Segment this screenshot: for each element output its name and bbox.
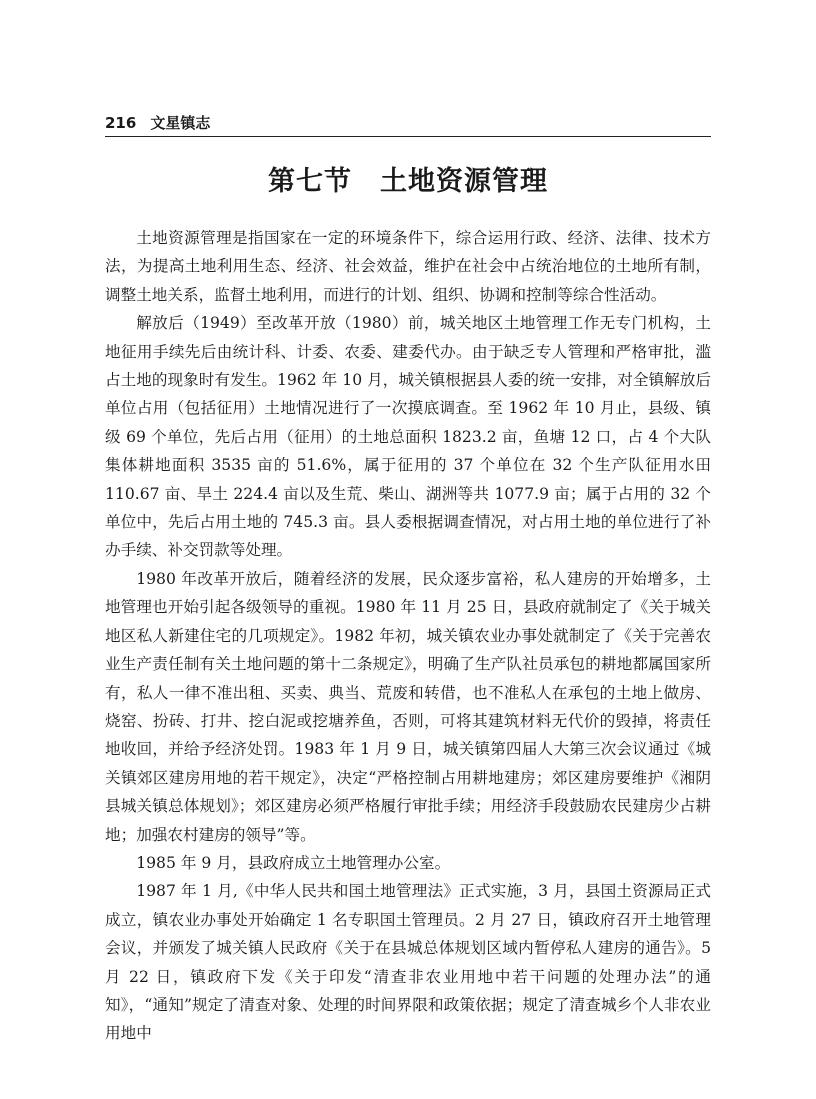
paragraph-1985: 1985 年 9 月，县政府成立土地管理办公室。: [136, 853, 451, 872]
document-page: [105, 112, 711, 1048]
paragraph-1949-1980: 解放后（1949）至改革开放（1980）前，城关地区土地管理工作无专门机构，土地征用手续先后由统计科、计委、农委、建委代办。由于缺乏专人管理和严格审批，滥占土地的现象时有发生。1962 年 10 月，城关镇根据县人委的统一安排，对全镇解放后单位占用（包括征用）土地情况进行了一次摸底调查。至 1962 年 10 月止，县级、镇级 69 个单位，先后占用（征用）的土地总面积 1823.2 亩，鱼塘 12 口，占 4 个大队集体耕地面积 3535 亩的 51.6%，属于征用的 37 个单位在 32 个生产队征用水田 110.67 亩、旱土 224.4 亩以及生荒、柴山、湖洲等共 1077.9 亩；属于占用的 32 个单位中，先后占用土地的 745.3 亩。县人委根据调查情况，对占用土地的单位进行了补办手续、补交罚款等处理。: [105, 314, 711, 560]
section-title: 第七节 土地资源管理: [268, 166, 548, 197]
running-header: [105, 112, 711, 137]
page-number: 216: [105, 114, 137, 132]
paragraph-intro: 土地资源管理是指国家在一定的环境条件下，综合运用行政、经济、法律、技术方法，为提高土地利用生态、经济、社会效益，维护在社会中占统治地位的土地所有制，调整土地关系，监督土地利用，而进行的计划、组织、协调和控制等综合性活动。: [105, 229, 711, 304]
paragraph-1980-reform: 1980 年改革开放后，随着经济的发展，民众逐步富裕，私人建房的开始增多，土地管理也开始引起各级领导的重视。1980 年 11 月 25 日，县政府就制定了《关于城关地区私人新建住宅的几项规定》。1982 年初，城关镇农业办事处就制定了《关于完善农业生产责任制有关土地问题的第十二条规定》，明确了生产队社员承包的耕地都属国家所有，私人一律不准出租、买卖、典当、荒废和转借，也不准私人在承包的土地上做房、烧窑、扮砖、打井、挖白泥或挖塘养鱼，否则，可将其建筑材料无代价的毁掉，将责任地收回，并给予经济处罚。1983 年 1 月 9 日，城关镇第四届人大第三次会议通过《城关镇郊区建房用地的若干规定》，决定“严格控制占用耕地建房；郊区建房要维护《湘阴县城关镇总体规划》；郊区建房必须严格履行审批手续；用经济手段鼓励农民建房少占耕地；加强农村建房的领导”等。: [105, 569, 711, 844]
body-text: [105, 224, 711, 1048]
book-title: 文星镇志: [150, 114, 211, 132]
paragraph-1987: 1987 年 1 月,《中华人民共和国土地管理法》正式实施，3 月，县国土资源局正式成立，镇农业办事处开始确定 1 名专职国土管理员。2 月 27 日，镇政府召开土地管理会议，并颁发了城关镇人民政府《关于在县城总体规划区域内暂停私人建房的通告》。5 月 22 日，镇政府下发《关于印发“清查非农业用地中若干问题的处理办法”的通知》，“通知”规定了清查对象、处理的时间界限和政策依据；规定了清查城乡个人非农业用地中: [105, 882, 711, 1043]
